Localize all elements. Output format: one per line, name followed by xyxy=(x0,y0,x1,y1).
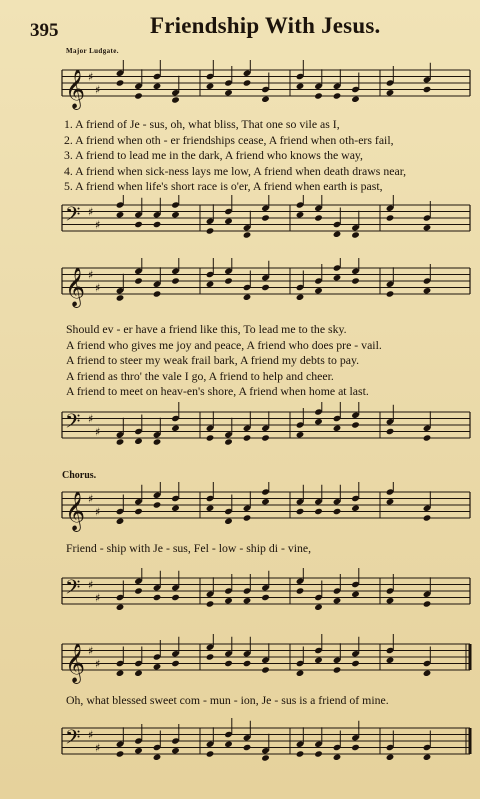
note-head xyxy=(314,287,323,294)
note-head xyxy=(386,657,395,664)
note-head xyxy=(296,83,305,90)
verse-line: A friend to meet on heav-en's shore, A friend when home at last. xyxy=(66,384,369,398)
note-head xyxy=(261,96,270,103)
note-head xyxy=(224,438,233,445)
note-head xyxy=(386,597,395,604)
note-head xyxy=(243,434,252,441)
sharp-icon: ♯ xyxy=(88,644,94,658)
note-head xyxy=(243,514,252,521)
note-head xyxy=(296,211,305,218)
treble-staff-chorus-2 xyxy=(0,634,480,689)
note-head xyxy=(171,660,180,667)
note-head xyxy=(153,594,162,601)
treble-staff-chorus-1 xyxy=(0,482,480,537)
note-head xyxy=(171,277,180,284)
note-head xyxy=(333,508,342,515)
chorus-line-2 xyxy=(66,693,470,709)
note-head xyxy=(296,750,305,757)
note-head xyxy=(386,498,395,505)
note-head xyxy=(116,670,125,677)
note-head xyxy=(134,747,143,754)
note-head xyxy=(224,277,233,284)
verse-line: 2. A friend when oth - er friendships cease, A friend when oth-ers fail, xyxy=(64,132,394,147)
verse-line: 3. A friend to lead me in the dark, A friend who knows the way, xyxy=(64,148,364,162)
note-head xyxy=(206,600,215,607)
note-head xyxy=(351,277,360,284)
bass-clef-icon: 𝄢 xyxy=(65,202,81,231)
page-number: 395 xyxy=(30,20,59,41)
note-head xyxy=(386,214,395,221)
sharp-icon: ♯ xyxy=(95,741,101,755)
note-head xyxy=(333,274,342,281)
treble-clef-icon: 𝄞 xyxy=(65,643,86,683)
note-head xyxy=(333,231,342,238)
treble-clef-icon: 𝄞 xyxy=(65,491,86,531)
note-head xyxy=(243,79,252,86)
note-head xyxy=(153,290,162,297)
note-head xyxy=(351,231,360,238)
note-head xyxy=(206,281,215,288)
note-head xyxy=(261,434,270,441)
note-head xyxy=(314,604,323,611)
chorus-line-1 xyxy=(66,541,470,557)
note-head xyxy=(116,79,125,86)
note-head xyxy=(386,428,395,435)
note-head xyxy=(333,666,342,673)
note-head xyxy=(351,591,360,598)
chorus-label: Chorus. xyxy=(62,470,97,481)
verse-line: 5. A friend when life's short race is o'er, A friend when earth is past, xyxy=(64,179,383,193)
note-head xyxy=(314,214,323,221)
note-head xyxy=(261,284,270,291)
note-head xyxy=(134,508,143,515)
sharp-icon: ♯ xyxy=(88,492,94,506)
note-head xyxy=(224,89,233,96)
note-head xyxy=(423,434,432,441)
note-head xyxy=(243,660,252,667)
note-head xyxy=(423,224,432,231)
note-head xyxy=(116,518,125,525)
note-head xyxy=(314,657,323,664)
note-head xyxy=(261,594,270,601)
note-head xyxy=(134,587,143,594)
note-head xyxy=(333,754,342,761)
note-head xyxy=(296,508,305,515)
note-head xyxy=(153,663,162,670)
note-head xyxy=(134,670,143,677)
sharp-icon: ♯ xyxy=(95,505,101,519)
note-head xyxy=(296,294,305,301)
note-head xyxy=(243,744,252,751)
note-head xyxy=(333,92,342,99)
note-head xyxy=(423,514,432,521)
bass-clef-icon: 𝄢 xyxy=(65,725,81,754)
note-head xyxy=(386,290,395,297)
sharp-icon: ♯ xyxy=(88,578,94,592)
note-head xyxy=(171,96,180,103)
note-head xyxy=(333,597,342,604)
note-head xyxy=(333,425,342,432)
note-head xyxy=(224,518,233,525)
note-head xyxy=(171,594,180,601)
note-head xyxy=(171,747,180,754)
note-head xyxy=(134,438,143,445)
note-head xyxy=(351,421,360,428)
treble-staff-system-2 xyxy=(0,258,480,313)
sharp-icon: ♯ xyxy=(95,218,101,232)
note-head xyxy=(206,434,215,441)
note-head xyxy=(116,211,125,218)
note-head xyxy=(134,221,143,228)
verse-line: Should ev - er have a friend like this, To lead me to the sky. xyxy=(66,322,347,336)
note-head xyxy=(386,754,395,761)
note-head xyxy=(153,83,162,90)
note-head xyxy=(206,227,215,234)
sharp-icon: ♯ xyxy=(88,728,94,742)
sharp-icon: ♯ xyxy=(95,425,101,439)
note-head xyxy=(206,83,215,90)
verse-line: A friend to steer my weak frail bark, A friend my debts to pay. xyxy=(66,353,360,367)
note-head xyxy=(224,660,233,667)
note-head xyxy=(116,438,125,445)
note-head xyxy=(423,670,432,677)
note-head xyxy=(153,221,162,228)
bass-clef-icon: 𝄢 xyxy=(65,575,81,604)
note-head xyxy=(423,86,432,93)
note-head xyxy=(351,505,360,512)
note-head xyxy=(116,294,125,301)
treble-staff-system-1 xyxy=(0,60,480,112)
note-head xyxy=(423,600,432,607)
note-head xyxy=(206,653,215,660)
note-head xyxy=(314,418,323,425)
note-head xyxy=(261,214,270,221)
sharp-icon: ♯ xyxy=(95,281,101,295)
bass-staff-system-2 xyxy=(0,402,480,457)
verse-block-2 xyxy=(66,322,470,400)
note-head xyxy=(224,597,233,604)
sharp-icon: ♯ xyxy=(88,412,94,426)
sharp-icon: ♯ xyxy=(88,70,94,84)
sharp-icon: ♯ xyxy=(95,591,101,605)
note-head xyxy=(206,750,215,757)
note-head xyxy=(386,89,395,96)
note-head xyxy=(296,670,305,677)
bass-staff-chorus-2 xyxy=(0,718,480,778)
note-head xyxy=(423,754,432,761)
note-head xyxy=(296,431,305,438)
note-head xyxy=(261,666,270,673)
composer-credit: Major Ludgate. xyxy=(66,47,119,55)
note-head xyxy=(261,498,270,505)
sharp-icon: ♯ xyxy=(88,205,94,219)
note-head xyxy=(351,744,360,751)
note-head xyxy=(261,754,270,761)
verse-line: 4. A friend when sick-ness lays me low, A friend when death draws near, xyxy=(64,163,407,178)
note-head xyxy=(314,92,323,99)
hymn-title: Friendship With Jesus. xyxy=(150,13,381,38)
note-head xyxy=(134,277,143,284)
sharp-icon: ♯ xyxy=(95,657,101,671)
note-head xyxy=(243,597,252,604)
note-head xyxy=(224,741,233,748)
note-head xyxy=(171,505,180,512)
note-head xyxy=(153,438,162,445)
note-head xyxy=(153,754,162,761)
note-head xyxy=(171,211,180,218)
note-head xyxy=(153,501,162,508)
note-head xyxy=(296,587,305,594)
chorus-lyric: Friend - ship with Je - sus, Fel - low - ship di - vine, xyxy=(66,541,312,555)
sharp-icon: ♯ xyxy=(95,83,101,97)
treble-clef-icon: 𝄞 xyxy=(65,69,86,109)
note-head xyxy=(206,505,215,512)
note-head xyxy=(116,750,125,757)
note-head xyxy=(243,231,252,238)
note-head xyxy=(314,508,323,515)
verse-line: 1. A friend of Je - sus, oh, what bliss, That one so vile as I, xyxy=(64,117,340,131)
note-head xyxy=(243,294,252,301)
bass-clef-icon: 𝄢 xyxy=(65,409,81,438)
note-head xyxy=(351,660,360,667)
note-head xyxy=(351,96,360,103)
note-head xyxy=(134,92,143,99)
sharp-icon: ♯ xyxy=(88,268,94,282)
chorus-lyric: Oh, what blessed sweet com - mun - ion, Je - sus is a friend of mine. xyxy=(66,693,389,707)
note-head xyxy=(116,604,125,611)
bass-staff-chorus-1 xyxy=(0,568,480,623)
bass-staff-system-1 xyxy=(0,195,480,250)
verse-block-1 xyxy=(64,117,464,195)
note-head xyxy=(171,425,180,432)
treble-clef-icon: 𝄞 xyxy=(65,267,86,307)
note-head xyxy=(224,218,233,225)
note-head xyxy=(423,287,432,294)
verse-line: A friend as thro' the vale I go, A friend to help and cheer. xyxy=(66,368,334,383)
note-head xyxy=(314,750,323,757)
verse-line: A friend who gives me joy and peace, A friend who does pre - vail. xyxy=(66,337,382,352)
